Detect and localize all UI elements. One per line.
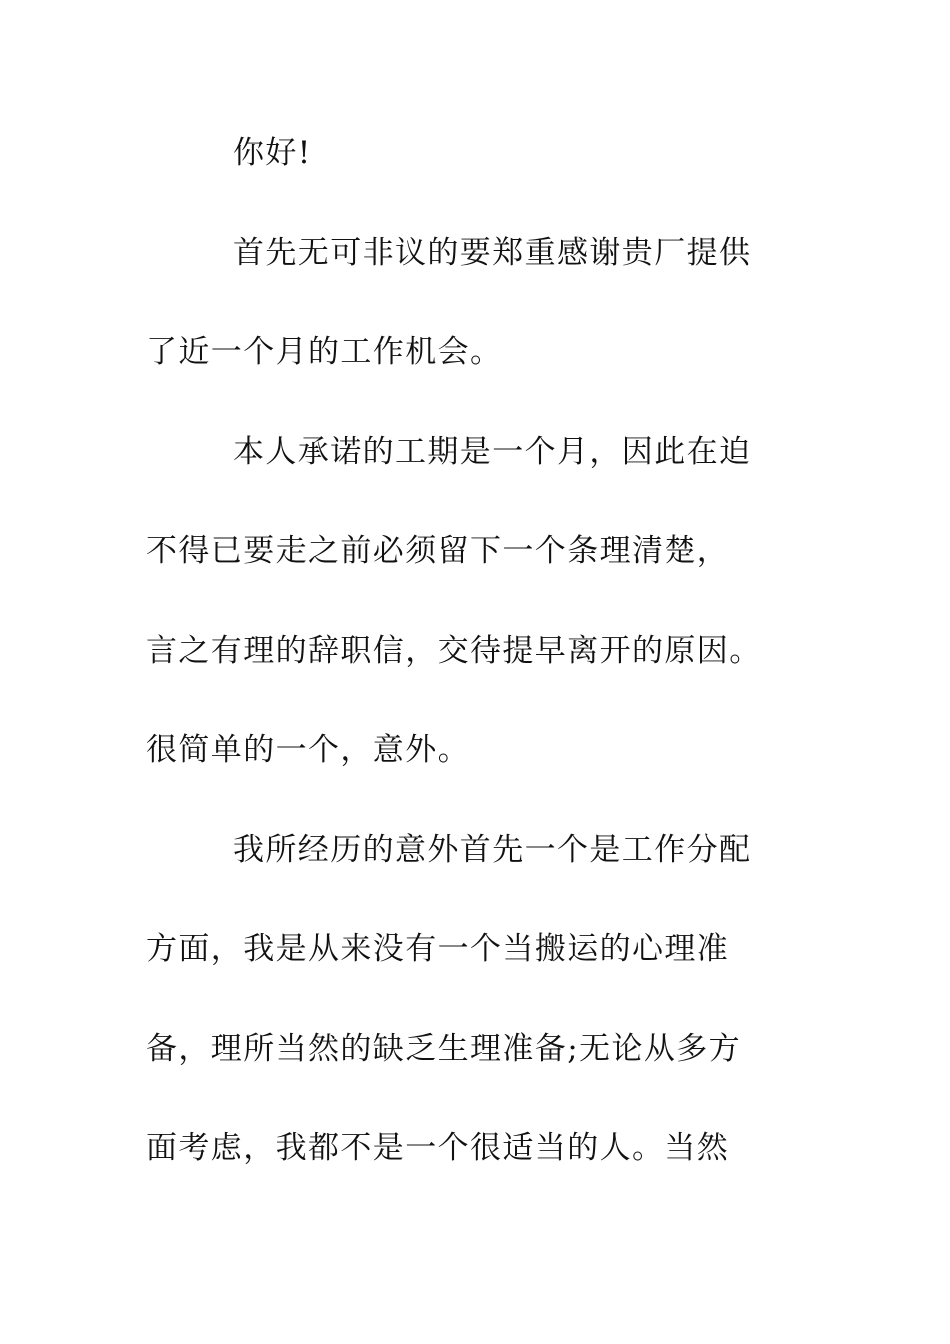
paragraph-line: 很简单的一个，意外。 <box>146 732 470 768</box>
paragraph-line: 方面，我是从来没有一个当搬运的心理准 <box>146 931 730 967</box>
paragraph-line: 了近一个月的工作机会。 <box>146 334 503 370</box>
paragraph-line: 我所经历的意外首先一个是工作分配 <box>233 832 752 868</box>
paragraph-line: 备，理所当然的缺乏生理准备;无论从多方 <box>146 1031 742 1067</box>
paragraph-line: 本人承诺的工期是一个月，因此在迫 <box>233 434 752 470</box>
paragraph-line: 言之有理的辞职信，交待提早离开的原因。 <box>146 633 762 669</box>
paragraph-line: 面考虑，我都不是一个很适当的人。当然 <box>146 1130 730 1166</box>
paragraph-line: 不得已要走之前必须留下一个条理清楚， <box>146 533 730 569</box>
paragraph-line: 首先无可非议的要郑重感谢贵厂提供 <box>233 235 752 271</box>
greeting-line: 你好! <box>233 135 312 171</box>
